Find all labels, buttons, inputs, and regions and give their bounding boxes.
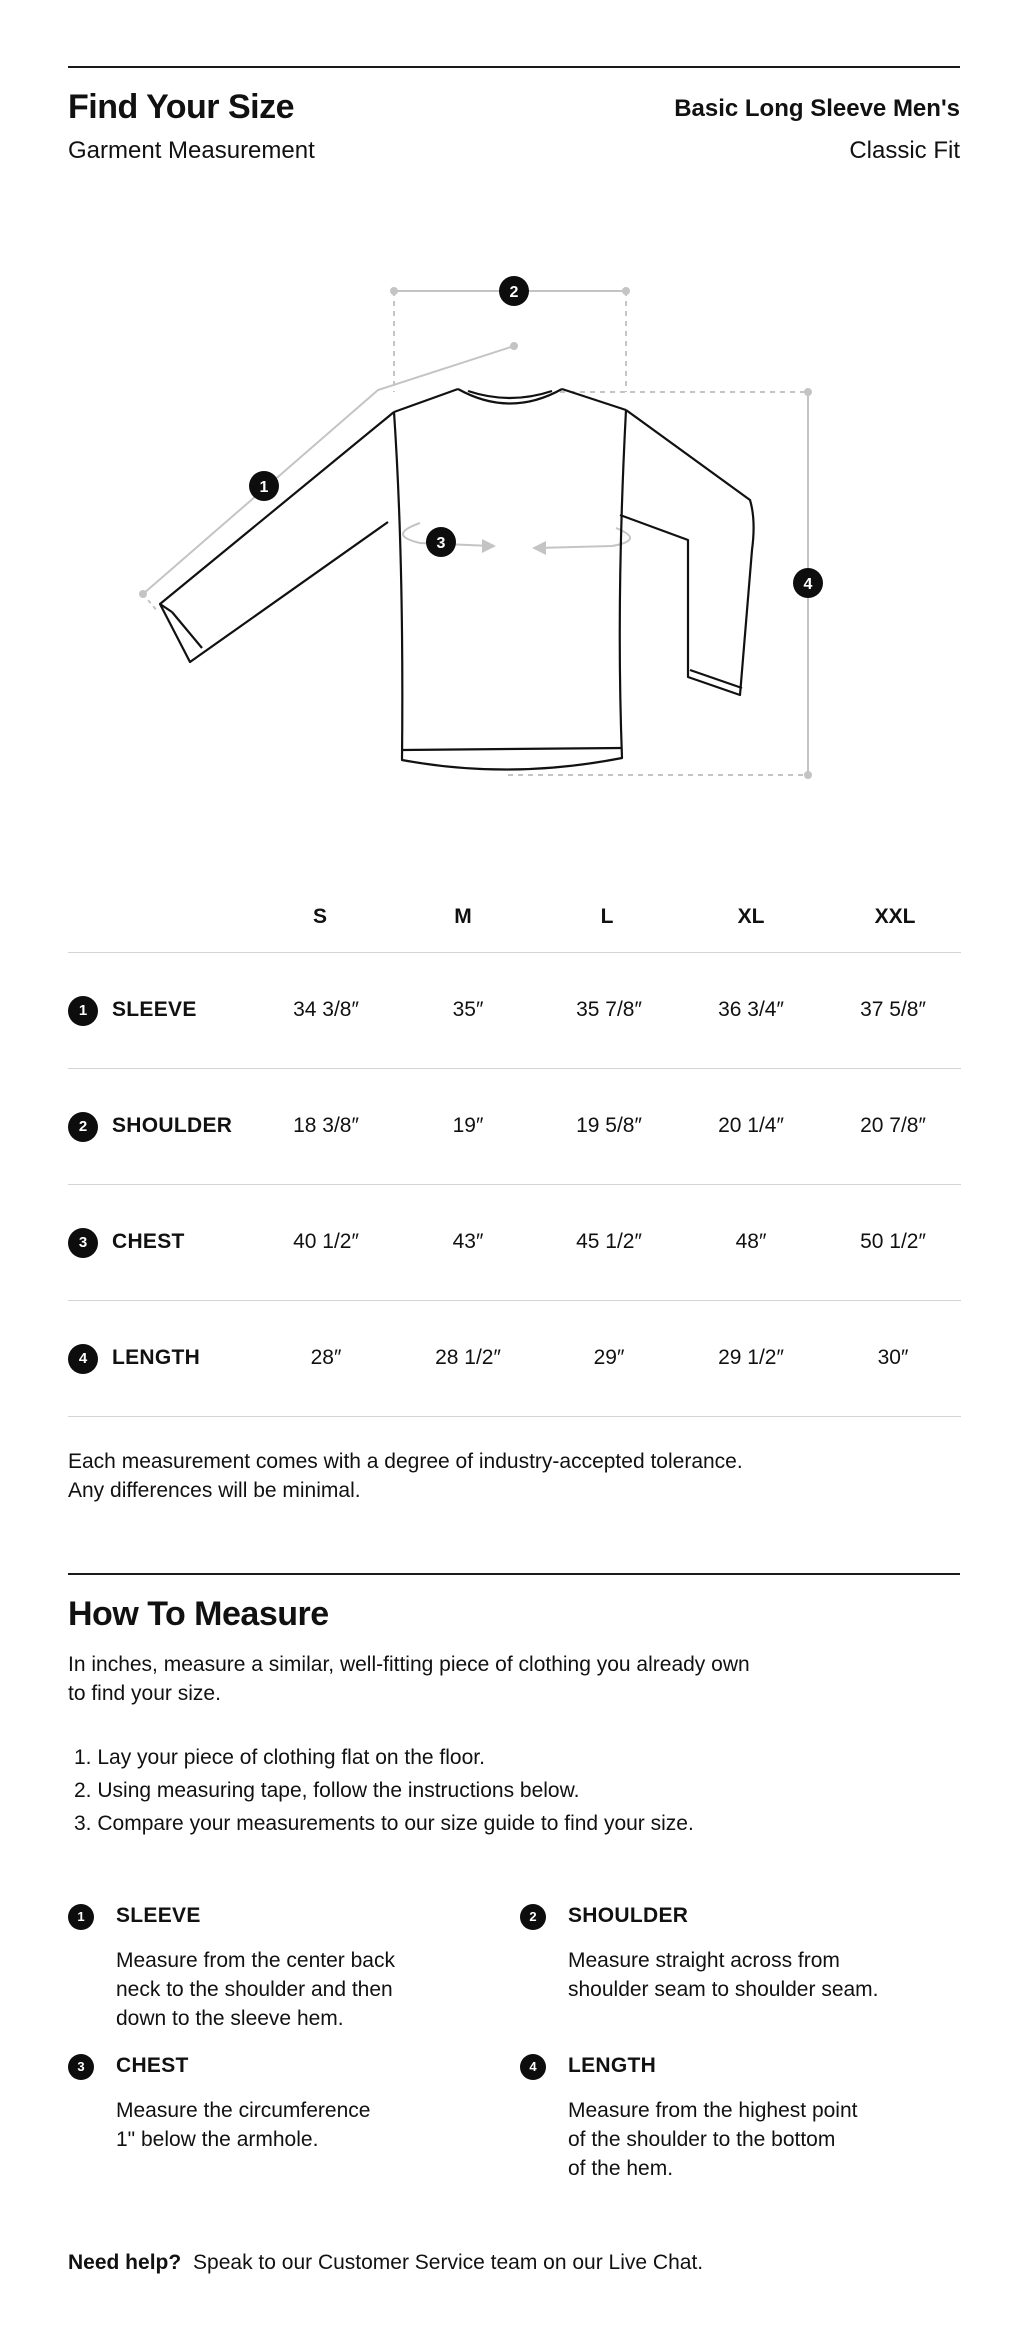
help-text[interactable]: Speak to our Customer Service team on our Live Chat.: [193, 2251, 704, 2274]
table-cell: 45 1/2″: [576, 1230, 642, 1253]
tolerance-note: [68, 1447, 743, 1505]
table-cell: 37 5/8″: [860, 998, 926, 1021]
how-to-title: How To Measure: [68, 1595, 329, 1633]
column-header-l: L: [600, 905, 614, 928]
product-name: Basic Long Sleeve Men's: [674, 95, 960, 122]
table-divider: [68, 1300, 961, 1301]
table-cell: 19″: [452, 1114, 484, 1137]
item-number-badge: 4: [520, 2054, 546, 2080]
help-footer: [68, 2248, 703, 2277]
marker-4-badge: [793, 568, 823, 598]
item-label: CHEST: [116, 2054, 189, 2077]
list-item: 3. Compare your measurements to our size guide to find your size.: [74, 1812, 694, 1835]
row-label: SLEEVE: [112, 998, 197, 1021]
table-divider: [68, 1416, 961, 1417]
table-cell: 28 1/2″: [435, 1346, 501, 1369]
product-fit: Classic Fit: [849, 137, 960, 164]
item-number-badge: 3: [68, 2054, 94, 2080]
list-item: 2. Using measuring tape, follow the instructions below.: [74, 1779, 580, 1802]
intro-line: to find your size.: [68, 1682, 221, 1705]
row-label: SHOULDER: [112, 1114, 233, 1137]
list-item: 1. Lay your piece of clothing flat on the floor.: [74, 1746, 485, 1769]
tolerance-note-line: Each measurement comes with a degree of industry-accepted tolerance.: [68, 1450, 743, 1473]
shirt-outline: [160, 389, 754, 770]
row-number-badge: 4: [68, 1344, 98, 1374]
table-cell: 50 1/2″: [860, 1230, 926, 1253]
table-cell: 35 7/8″: [576, 998, 642, 1021]
table-divider: [68, 1184, 961, 1185]
row-number-badge: 1: [68, 996, 98, 1026]
item-description: Measure from the highest point of the shoulder to the bottom of the hem.: [568, 2099, 858, 2180]
marker-3-label: 3: [436, 535, 446, 552]
column-header-xxl: XXL: [874, 905, 916, 928]
row-number-badge: 2: [68, 1112, 98, 1142]
table-divider: [68, 952, 961, 953]
marker-4-label: 4: [803, 576, 813, 593]
row-label: CHEST: [112, 1230, 185, 1253]
table-cell: 40 1/2″: [293, 1230, 359, 1253]
column-header-m: M: [454, 905, 472, 928]
how-to-intro: [68, 1650, 750, 1708]
tolerance-note-line: Any differences will be minimal.: [68, 1479, 361, 1502]
table-cell: 18 3/8″: [293, 1114, 359, 1137]
table-cell: 19 5/8″: [576, 1114, 642, 1137]
table-cell: 20 7/8″: [860, 1114, 926, 1137]
marker-1-badge: [249, 471, 279, 501]
item-label: SHOULDER: [568, 1904, 689, 1927]
item-description: Measure from the center back neck to the shoulder and then down to the sleeve hem.: [116, 1949, 395, 2030]
page-subtitle: Garment Measurement: [68, 137, 315, 164]
table-cell: 30″: [877, 1346, 909, 1369]
garment-diagram: [0, 260, 1020, 800]
table-cell: 20 1/4″: [718, 1114, 784, 1137]
column-header-s: S: [312, 905, 327, 928]
table-cell: 34 3/8″: [293, 998, 359, 1021]
marker-2-label: 2: [509, 284, 519, 301]
steps-list: [74, 1741, 694, 1840]
table-cell: 48″: [735, 1230, 767, 1253]
table-cell: 28″: [310, 1346, 342, 1369]
top-rule: [68, 66, 960, 68]
row-label: LENGTH: [112, 1346, 201, 1369]
table-cell: 29 1/2″: [718, 1346, 784, 1369]
section-rule: [68, 1573, 960, 1575]
table-cell: 43″: [452, 1230, 484, 1253]
item-description: Measure straight across from shoulder seam to shoulder seam.: [568, 1949, 879, 2001]
marker-1-label: 1: [259, 479, 269, 496]
item-label: LENGTH: [568, 2054, 657, 2077]
row-number-badge: 3: [68, 1228, 98, 1258]
guide-endpoints: [139, 287, 812, 779]
item-label: SLEEVE: [116, 1904, 201, 1927]
table-cell: 35″: [452, 998, 484, 1021]
column-header-xl: XL: [737, 905, 765, 928]
measurement-guides: [143, 291, 808, 775]
table-divider: [68, 1068, 961, 1069]
item-description: Measure the circumference 1" below the armhole.: [116, 2099, 371, 2151]
marker-2-badge: [499, 276, 529, 306]
page-title: Find Your Size: [68, 88, 294, 126]
item-number-badge: 1: [68, 1904, 94, 1930]
table-cell: 36 3/4″: [718, 998, 784, 1021]
marker-3-badge: [426, 527, 456, 557]
intro-line: In inches, measure a similar, well-fitting piece of clothing you already own: [68, 1653, 750, 1676]
item-number-badge: 2: [520, 1904, 546, 1930]
table-cell: 29″: [593, 1346, 625, 1369]
help-label: Need help?: [68, 2251, 182, 2274]
